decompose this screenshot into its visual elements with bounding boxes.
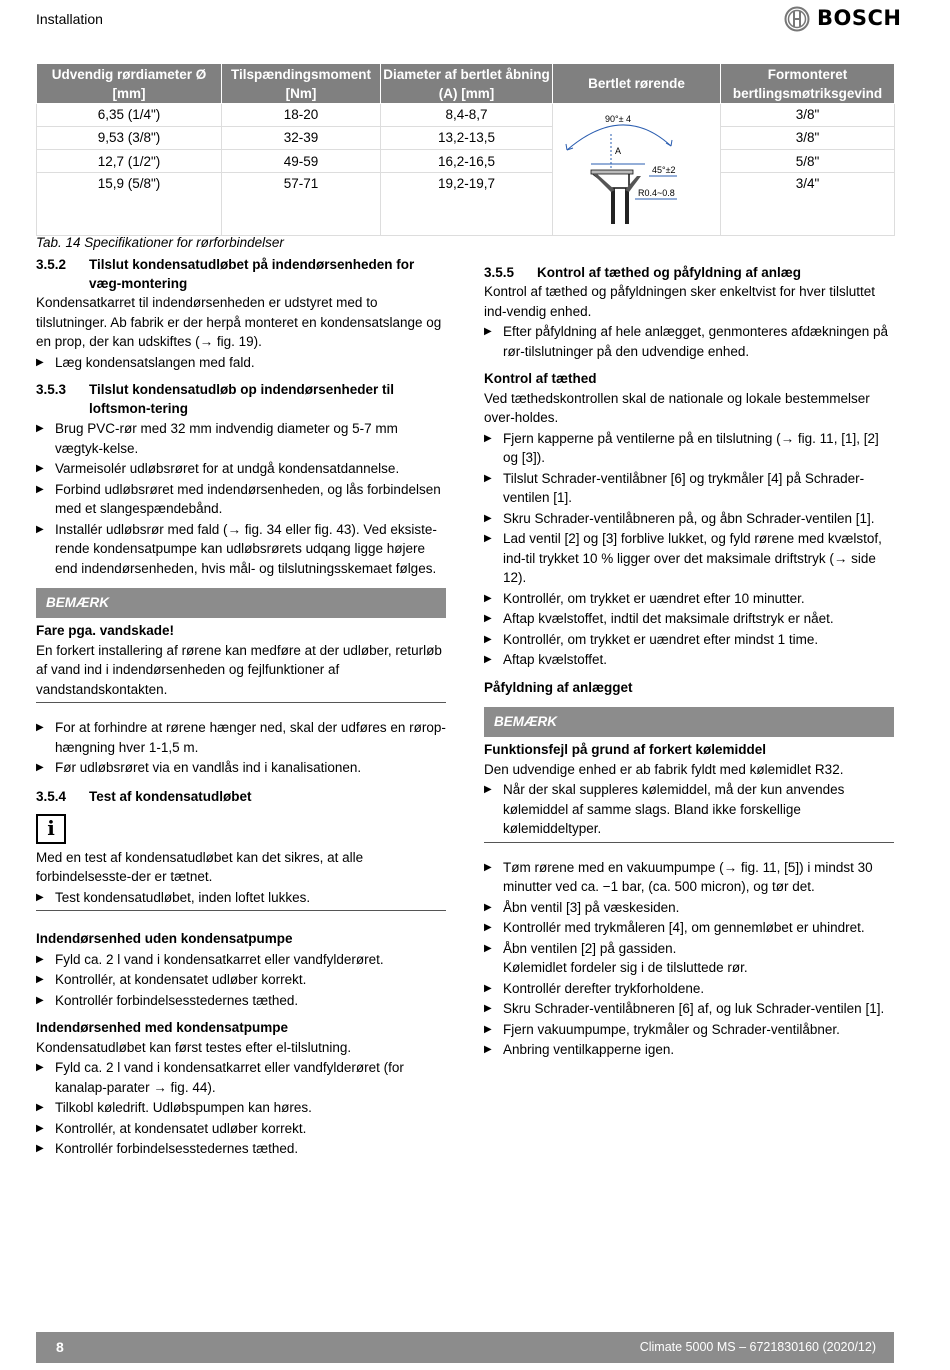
flare-pipe-diagram bbox=[553, 104, 721, 229]
list-item: ▶ Når der skal suppleres kølemiddel, må der kun anvendes kølemiddel af samme slags. Bland ikke forskellige kølemiddeltyper. bbox=[484, 780, 894, 843]
bullet-arrow-icon: ▶ bbox=[484, 533, 492, 544]
bullet-arrow-icon: ▶ bbox=[484, 432, 492, 444]
table-cell: 5/8" bbox=[721, 150, 895, 173]
table-cell: 13,2-13,5 bbox=[381, 127, 553, 150]
list-item: ▶ Kontrollér forbindelsesstedernes tæthed. bbox=[36, 991, 446, 1011]
bullet-arrow-icon: ▶ bbox=[484, 1003, 492, 1014]
list-continuation: Kølemidlet fordeler sig i de tilsluttede rør. bbox=[503, 960, 748, 975]
bullet-arrow-icon: ▶ bbox=[36, 423, 44, 434]
list-item: ▶ Kontrollér med trykmåleren [4], om gennemløbet er uhindret. bbox=[484, 918, 894, 938]
bullet-arrow-icon: ▶ bbox=[36, 762, 44, 773]
angle-top-label: 90°± 4 bbox=[605, 114, 632, 124]
list-item: ▶ Fyld ca. 2 l vand i kondensatkarret eller vandfylderøret (for kanalap-parater → fig. 44). bbox=[36, 1058, 446, 1097]
col-header: Formonteret bertlingsmøtriksgevind bbox=[721, 64, 895, 104]
list-item: ▶ Tøm rørene med en vakuumpumpe (→ fig. 11, [5]) i mindst 30 minutter ved ca. −1 bar, (ca. 500 micron), og tør det. bbox=[484, 858, 894, 897]
spec-table bbox=[36, 63, 895, 236]
right-column bbox=[484, 255, 894, 1060]
table-cell: 3/8" bbox=[721, 104, 895, 127]
subheading: Kontrol af tæthed bbox=[484, 371, 597, 386]
bullet-arrow-icon: ▶ bbox=[484, 613, 492, 624]
list-item: ▶ Kontrollér forbindelsesstedernes tæthed. bbox=[36, 1139, 446, 1159]
paragraph: Med en test af kondensatudløbet kan det sikres, at alle forbindelsesste-der er tætnet. bbox=[36, 849, 364, 884]
info-icon: i bbox=[36, 814, 66, 844]
section-title: Tilslut kondensatudløbet på indendørsenheden for væg-montering bbox=[89, 257, 415, 291]
bullet-arrow-icon: ▶ bbox=[36, 1102, 44, 1113]
angle-side-label: 45°±2 bbox=[652, 165, 676, 175]
list-item: ▶ Aftap kvælstoffet, indtil det maksimale driftstryk er nået. bbox=[484, 609, 894, 629]
table-cell: 9,53 (3/8") bbox=[37, 127, 222, 150]
table-cell: 57-71 bbox=[222, 173, 381, 235]
bullet-arrow-icon: ▶ bbox=[36, 722, 44, 733]
subheading: Påfyldning af anlægget bbox=[484, 679, 633, 695]
paragraph: Kontrol af tæthed og påfyldningen sker enkeltvist for hver tilsluttet ind-vendig enhed. bbox=[484, 284, 875, 319]
dim-a-label: A bbox=[615, 146, 622, 156]
table-cell: 6,35 (1/4") bbox=[37, 104, 222, 127]
section-title: Kontrol af tæthed og påfyldning af anlæg bbox=[537, 265, 801, 280]
section-heading-3-5-5 bbox=[484, 263, 894, 282]
col-header: Tilspændingsmoment [Nm] bbox=[222, 64, 381, 104]
paragraph: Kondensatkarret til indendørsenheden er udstyret med to tilslutninger. Ab fabrik er der herpå monteret en kondensatslange og en prop, der kan udskiftes (→ fig. 19). bbox=[36, 295, 442, 349]
bullet-arrow-icon: ▶ bbox=[484, 592, 492, 604]
list-item: ▶ Brug PVC-rør med 32 mm indvendig diameter og 5-7 mm vægtyk-kelse. bbox=[36, 419, 446, 458]
list-item: ▶ Varmeisolér udløbsrøret for at undgå kondensatdannelse. bbox=[36, 459, 446, 479]
section-number: 3.5.4 bbox=[36, 788, 67, 804]
table-cell: 12,7 (1/2") bbox=[37, 150, 222, 173]
table-cell: 15,9 (5/8") bbox=[37, 173, 222, 235]
paragraph: Kondensatudløbet kan først testes efter el-tilslutning. bbox=[36, 1039, 352, 1055]
list-item: ▶ Fyld ca. 2 l vand i kondensatkarret eller vandfylderøret. bbox=[36, 950, 446, 970]
col-header: Udvendig rørdiameter Ø [mm] bbox=[37, 64, 222, 104]
bullet-arrow-icon: ▶ bbox=[36, 1062, 44, 1073]
subheading: Indendørsenhed uden kondensatpumpe bbox=[36, 931, 293, 946]
table-cell: 3/4" bbox=[721, 173, 895, 235]
section-heading-3-5-3 bbox=[36, 380, 446, 418]
bullet-arrow-icon: ▶ bbox=[36, 953, 44, 965]
list-item: ▶ Tilslut Schrader-ventilåbner [6] og trykmåler [4] på Schrader-ventilen [1]. bbox=[484, 469, 894, 508]
bosch-armature-icon bbox=[784, 6, 810, 32]
bullet-arrow-icon: ▶ bbox=[484, 512, 492, 524]
bosch-logo bbox=[784, 6, 901, 32]
table-row bbox=[37, 104, 895, 127]
bullet-arrow-icon: ▶ bbox=[484, 1023, 492, 1035]
list-item: ▶ Skru Schrader-ventilåbneren [6] af, og luk Schrader-ventilen [1]. bbox=[484, 999, 894, 1019]
list-item: ▶ Aftap kvælstoffet. bbox=[484, 650, 894, 670]
section-title: Tilslut kondensatudløb op indendørsenheder til loftsmon-tering bbox=[89, 382, 395, 416]
list-item: ▶ Skru Schrader-ventilåbneren på, og åbn Schrader-ventilen [1]. bbox=[484, 509, 894, 529]
bullet-arrow-icon: ▶ bbox=[36, 994, 44, 1006]
list-item: ▶ Åbn ventilen [2] på gassiden. bbox=[484, 939, 894, 959]
table-cell: 16,2-16,5 bbox=[381, 150, 553, 173]
document-id: Climate 5000 MS – 6721830160 (2020/12) bbox=[639, 1339, 876, 1354]
list-item: ▶ Kontrollér derefter trykforholdene. bbox=[484, 979, 894, 999]
list-item: ▶ Installér udløbsrør med fald (→ fig. 34 eller fig. 43). Ved eksiste-rende kondensatpumpe kan udløbsrørets udqang ligge højere end indendørsenheden, hvis mål- og tilslutningsskemaet følges. bbox=[36, 520, 446, 579]
table-caption: Tab. 14 Specifikationer for rørforbindelser bbox=[36, 235, 284, 250]
bullet-arrow-icon: ▶ bbox=[36, 1122, 44, 1134]
bullet-arrow-icon: ▶ bbox=[36, 463, 44, 474]
list-item: ▶ Forbind udløbsrøret med indendørsenheden, og lås forbindelsen med et slangespændebånd. bbox=[36, 480, 446, 519]
notice-banner: BEMÆRK bbox=[484, 707, 894, 737]
bullet-arrow-icon: ▶ bbox=[36, 974, 44, 985]
left-column bbox=[36, 255, 446, 1159]
bullet-arrow-icon: ▶ bbox=[36, 891, 44, 903]
bullet-arrow-icon: ▶ bbox=[484, 901, 492, 913]
header-section: Installation bbox=[36, 11, 103, 27]
section-heading-3-5-4 bbox=[36, 787, 446, 806]
list-item: ▶ Åbn ventil [3] på væskesiden. bbox=[484, 898, 894, 918]
list-item: ▶ For at forhindre at rørene hænger ned, skal der udføres en rørop-hængning hver 1-1,5 m. bbox=[36, 718, 446, 757]
section-number: 3.5.3 bbox=[36, 382, 67, 397]
table-row bbox=[37, 150, 895, 173]
list-item: ▶ Tilkobl køledrift. Udløbspumpen kan høres. bbox=[36, 1098, 446, 1118]
bullet-arrow-icon: ▶ bbox=[484, 982, 492, 994]
col-header: Diameter af bertlet åbning (A) [mm] bbox=[381, 64, 553, 104]
bullet-arrow-icon: ▶ bbox=[484, 654, 492, 665]
notice-heading: Funktionsfejl på grund af forkert kølemiddel bbox=[484, 742, 767, 757]
list-item: ▶ Fjern kapperne på ventilerne på en tilslutning (→ fig. 11, [1], [2] og [3]). bbox=[484, 429, 894, 468]
table-row bbox=[37, 173, 895, 235]
flare-figure-cell bbox=[553, 104, 721, 236]
notice-text: En forkert installering af rørene kan medføre at der udløber, returløb af vand ind i indendørsenheden og fejlfunktioner af vandstandskontakten. bbox=[36, 641, 446, 704]
bullet-arrow-icon: ▶ bbox=[484, 633, 492, 645]
list-item: ▶ Lad ventil [2] og [3] forblive lukket, og fyld rørene med kvælstof, ind-til trykket 10 % ligger over det maksimale driftstryk (→ side 12). bbox=[484, 529, 894, 588]
list-item: ▶ Kontrollér, om trykket er uændret efter 10 minutter. bbox=[484, 589, 894, 609]
table-cell: 3/8" bbox=[721, 127, 895, 150]
bullet-arrow-icon: ▶ bbox=[36, 356, 44, 368]
list-item: ▶ Kontrollér, om trykket er uændret efter mindst 1 time. bbox=[484, 630, 894, 650]
bullet-arrow-icon: ▶ bbox=[484, 942, 492, 954]
table-cell: 8,4-8,7 bbox=[381, 104, 553, 127]
bullet-arrow-icon: ▶ bbox=[36, 483, 44, 495]
paragraph: Ved tæthedskontrollen skal de nationale og lokale bestemmelser over-holdes. bbox=[484, 390, 870, 425]
notice-heading: Fare pga. vandskade! bbox=[36, 623, 175, 638]
bullet-arrow-icon: ▶ bbox=[484, 472, 492, 484]
section-title: Test af kondensatudløbet bbox=[89, 788, 252, 804]
bullet-arrow-icon: ▶ bbox=[484, 326, 492, 337]
subheading: Indendørsenhed med kondensatpumpe bbox=[36, 1020, 289, 1035]
page-number: 8 bbox=[56, 1338, 64, 1355]
table-cell: 18-20 bbox=[222, 104, 381, 127]
col-header: Bertlet rørende bbox=[553, 64, 721, 104]
bullet-arrow-icon: ▶ bbox=[36, 1143, 44, 1154]
bullet-arrow-icon: ▶ bbox=[484, 922, 492, 933]
bullet-arrow-icon: ▶ bbox=[484, 1044, 492, 1055]
table-cell: 49-59 bbox=[222, 150, 381, 173]
brand-name: BOSCH bbox=[817, 6, 902, 31]
page-footer bbox=[36, 1332, 894, 1363]
bullet-arrow-icon: ▶ bbox=[36, 523, 44, 535]
list-item: ▶ Før udløbsrøret via en vandlås ind i kanalisationen. bbox=[36, 758, 446, 778]
bullet-arrow-icon: ▶ bbox=[484, 861, 492, 873]
notice-text: Den udvendige enhed er ab fabrik fyldt med kølemidlet R32. bbox=[484, 761, 844, 777]
list-item: ▶ Test kondensatudløbet, inden loftet lukkes. bbox=[36, 888, 446, 912]
radius-label: R0.4~0.8 bbox=[638, 188, 675, 198]
list-item: ▶ Kontrollér, at kondensatet udløber korrekt. bbox=[36, 1119, 446, 1139]
section-number: 3.5.5 bbox=[484, 265, 515, 280]
table-cell: 32-39 bbox=[222, 127, 381, 150]
table-row bbox=[37, 127, 895, 150]
section-heading-3-5-2 bbox=[36, 255, 446, 293]
notice-banner: BEMÆRK bbox=[36, 588, 446, 618]
table-cell: 19,2-19,7 bbox=[381, 173, 553, 235]
list-item: ▶ Fjern vakuumpumpe, trykmåler og Schrader-ventilåbner. bbox=[484, 1020, 894, 1040]
list-item: ▶ Anbring ventilkapperne igen. bbox=[484, 1040, 894, 1060]
list-item: ▶ Læg kondensatslangen med fald. bbox=[36, 353, 446, 373]
list-item: ▶ Efter påfyldning af hele anlægget, genmonteres afdækningen på rør-tilslutninger på den udvendige enhed. bbox=[484, 322, 894, 361]
list-item: ▶ Kontrollér, at kondensatet udløber korrekt. bbox=[36, 970, 446, 990]
section-number: 3.5.2 bbox=[36, 257, 67, 272]
bullet-arrow-icon: ▶ bbox=[484, 784, 492, 795]
